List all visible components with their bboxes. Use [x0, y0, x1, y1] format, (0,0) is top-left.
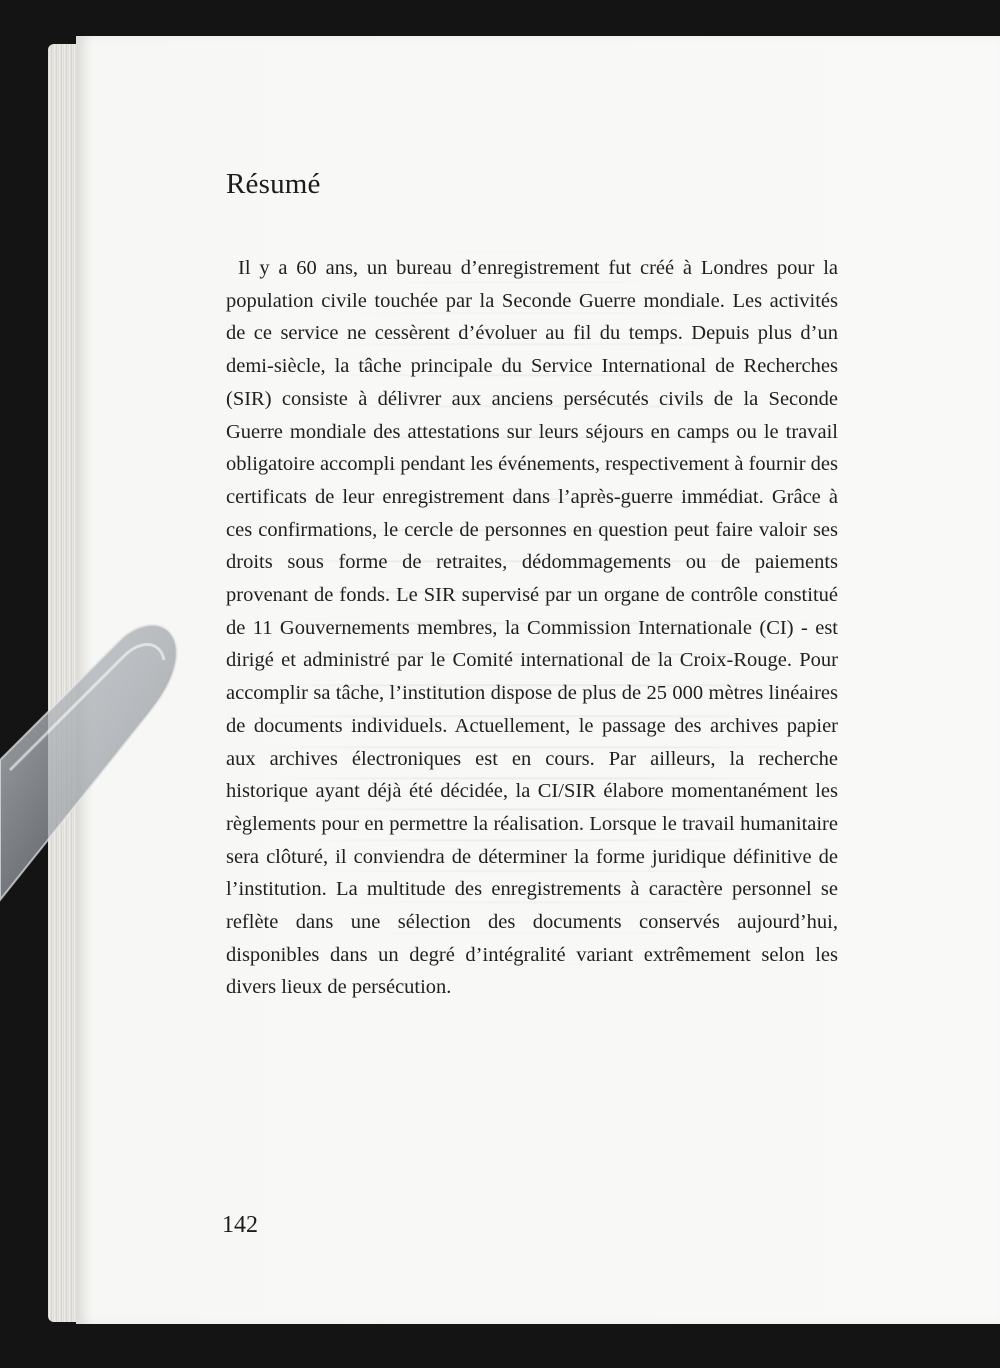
page-number: 142: [222, 1212, 258, 1238]
book-page: [76, 36, 1000, 1324]
summary-paragraph: Il y a 60 ans, un bureau d’enregistrement fut créé à Londres pour la population civile touchée par la Seconde Guerre mondiale. Les activités de ce service ne cessèrent d’évoluer au fil du temps. Depuis plus d’un demi-siècle, la tâche principale du Service International de Recherches (SIR) consiste à délivrer aux anciens persécutés civils de la Seconde Guerre mondiale des attestations sur leurs séjours en camps ou le travail obligatoire accompli pendant les événements, respectivement à fournir des certificats de leur enregistrement dans l’après-guerre immédiat. Grâce à ces confirmations, le cercle de personnes en question peut faire valoir ses droits sous forme de retraites, dédommagements ou de paiements provenant de fonds. Le SIR supervisé par un organe de contrôle constitué de 11 Gouvernements membres, la Commission Internationale (CI) - est dirigé et administré par le Comité international de la Croix-Rouge. Pour accomplir sa tâche, l’institution dispose de plus de 25 000 mètres linéaires de documents individuels. Actuellement, le passage des archives papier aux archives électroniques est en cours. Par ailleurs, la recherche historique ayant déjà été décidée, la CI/SIR élabore momentanément les règlements pour en permettre la réalisation. Lorsque le travail humanitaire sera clôturé, il conviendra de déterminer la forme juridique définitive de l’institution. La multitude des enregistrements à caractère personnel se reflète dans une sélection des documents conservés aujourd’hui, disponibles dans un degré d’intégralité variant extrêmement selon les divers lieux de persécution.: [226, 257, 838, 999]
page-title: Résumé: [226, 168, 321, 200]
